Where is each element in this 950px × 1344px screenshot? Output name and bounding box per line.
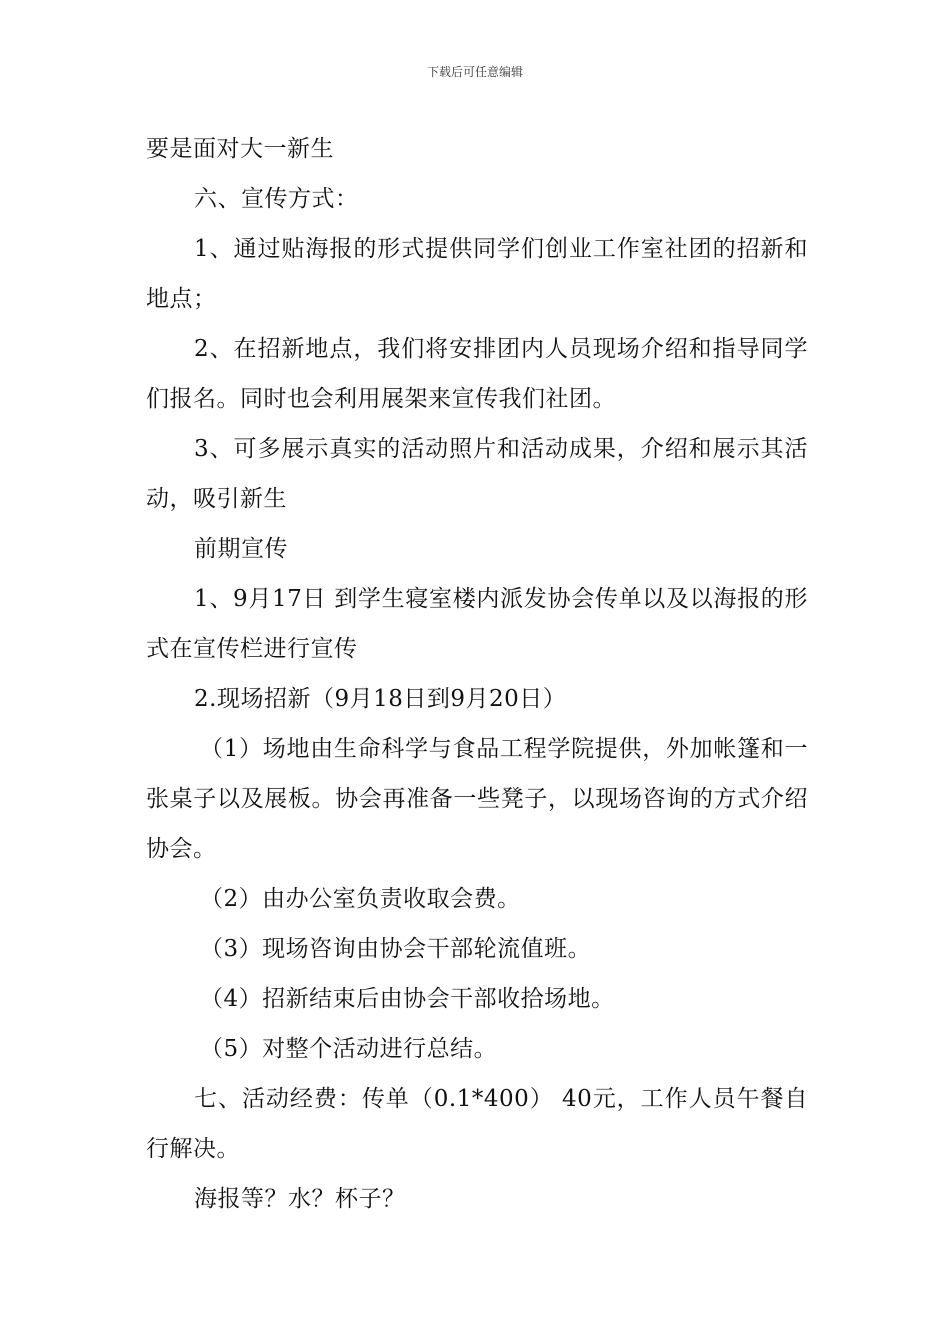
early-publicity-item-1: 1、9月17日 到学生寝室楼内派发协会传单以及以海报的形式在宣传栏进行宣传 — [146, 586, 808, 662]
onsite-item-5: （5）对整个活动进行总结。 — [200, 1036, 498, 1062]
budget-note: 海报等？水？杯子？ — [194, 1186, 406, 1212]
publicity-item-2: 2、在招新地点，我们将安排团内人员现场介绍和指导同学们报名。同时也会利用展架来宣传我们社团。 — [146, 336, 808, 412]
subheading-early-publicity: 前期宣传 — [194, 536, 288, 562]
publicity-item-1: 1、通过贴海报的形式提供同学们创业工作室社团的招新和地点； — [146, 236, 808, 312]
onsite-item-2: （2）由办公室负责收取会费。 — [200, 886, 521, 912]
onsite-item-1: （1）场地由生命科学与食品工程学院提供，外加帐篷和一张桌子以及展板。协会再准备一些凳子，以现场咨询的方式介绍协会。 — [146, 736, 808, 862]
publicity-item-3: 3、可多展示真实的活动照片和活动成果，介绍和展示其活动，吸引新生 — [146, 436, 808, 512]
page-header: 下载后可任意编辑 — [426, 65, 523, 79]
section-heading-budget: 七、活动经费：传单（0.1*400） 40元，工作人员午餐自行解决。 — [146, 1086, 808, 1162]
onsite-item-3: （3）现场咨询由协会干部轮流值班。 — [200, 936, 592, 962]
section-heading-publicity: 六、宣传方式： — [194, 186, 359, 212]
onsite-item-4: （4）招新结束后由协会干部收拾场地。 — [200, 986, 615, 1012]
document-body — [146, 124, 808, 1224]
onsite-recruitment-heading: 2.现场招新（9月18日到9月20日） — [194, 686, 567, 712]
paragraph-continued: 要是面对大一新生 — [146, 136, 334, 162]
